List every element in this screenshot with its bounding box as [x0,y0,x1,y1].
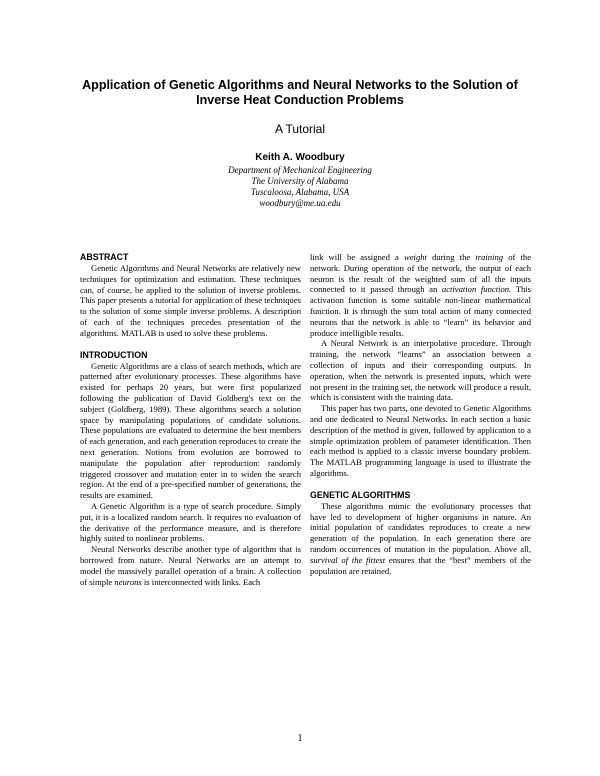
introduction-paragraph-2: A Genetic Algorithm is a type of search procedure. Simply put, it is a localized random search. It requires no evaluation of the derivative of the performance measure, and is therefore highly suited to nonlinear problems. [80,500,301,544]
abstract-heading: ABSTRACT [80,252,129,262]
emphasis-neurons: neurons [114,576,142,587]
left-column [80,252,301,587]
author-department: Department of Mechanical Engineering [228,165,372,175]
page-number: 1 [297,733,303,744]
author-location: Tuscaloosa, Alabama, USA [250,187,350,197]
genetic-algorithms-paragraph: These algorithms mimic the evolutionary processes that have led to development of higher organisms in nature. An initial population of candidates reproduces to create a new generation of the population. In each generation there are random occurrences of mutation in the population. Above all, survival of the fittest ensures that the “best” members of the population are retained. [310,500,531,576]
emphasis-survival: survival of the fittest [310,554,386,565]
continued-paragraph: link will be assigned a weight during the training of the network. During operation of the network, the output of each neuron is the result of the weighted sum of all the inputs connected to it passed through an activation function. This activation function is some suitable non-linear mathematical function. It is through the sum total action of many connected neurons that the network is able to “learn” its behavior and produce intelligible results. [310,252,532,338]
introduction-paragraph-1: Genetic Algorithms are a class of search methods, which are patterned after evolutionary processes. These algorithms have existed for perhaps 20 years, but were first popularized following the publication of David Goldberg's text on the subject (Goldberg, 1989). These algorithms search a solution space by manipulating populations of candidate solutions. These populations are evaluated to determine the best members of each generation, and each generation reproduces to create the next generation. Notions from evolution are borrowed to manipulate the population after reproduction: randomly triggered crossover and mutation enter in to widen the search region. At the end of a pre-specified number of generations, the results are examined. [80,360,301,501]
abstract-text: Genetic Algorithms and Neural Networks are relatively new techniques for optimization and estimation. These techniques can, of course, be applied to the solution of inverse problems. This paper presents a tutorial for application of these techniques to the solution of some simple inverse problems. A description of each of the techniques precedes presentation of the algorithms. MATLAB is used to solve these problems. [80,263,301,338]
author-name: Keith A. Woodbury [255,152,345,163]
author-affiliation [0,165,600,209]
paper-title: Application of Genetic Algorithms and Neural Networks to the Solution of Inverse Heat Conduction Problems [82,78,518,107]
emphasis-activation-function: activation function. [441,284,512,295]
genetic-algorithms-heading: GENETIC ALGORITHMS [310,489,411,500]
paper-overview-paragraph: This paper has two parts, one devoted to Genetic Algorithms and one dedicated to Neural Networks. In each section a basic description of the method is given, followed by application to a simple optimization problem of parameter identification. Then each method is applied to a classic inverse boundary problem. The MATLAB programming language is used to illustrate the algorithms. [310,403,531,478]
paper-subtitle: A Tutorial [274,122,326,136]
author-university: The University of Alabama [251,176,349,186]
introduction-heading: INTRODUCTION [80,349,148,360]
emphasis-training: training [475,252,504,262]
author-email[interactable]: woodbury@me.ua.edu [259,198,341,208]
right-column [310,252,531,576]
introduction-paragraph-3: Neural Networks describe another type of algorithm that is borrowed from nature. Neural Networks are an attempt to model the massively parallel operation of a brain. A collection of simple neurons is interconnected with links. Each [80,544,301,587]
neural-network-paragraph: A Neural Network is an interpolative procedure. Through training, the network “learns” an association between a collection of inputs and their corresponding outputs. In operation, when the network is presented inputs, which were not present in the training set, the network will produce a result, which is consistent with the training data. [310,338,531,403]
emphasis-weight: weight [404,252,427,262]
